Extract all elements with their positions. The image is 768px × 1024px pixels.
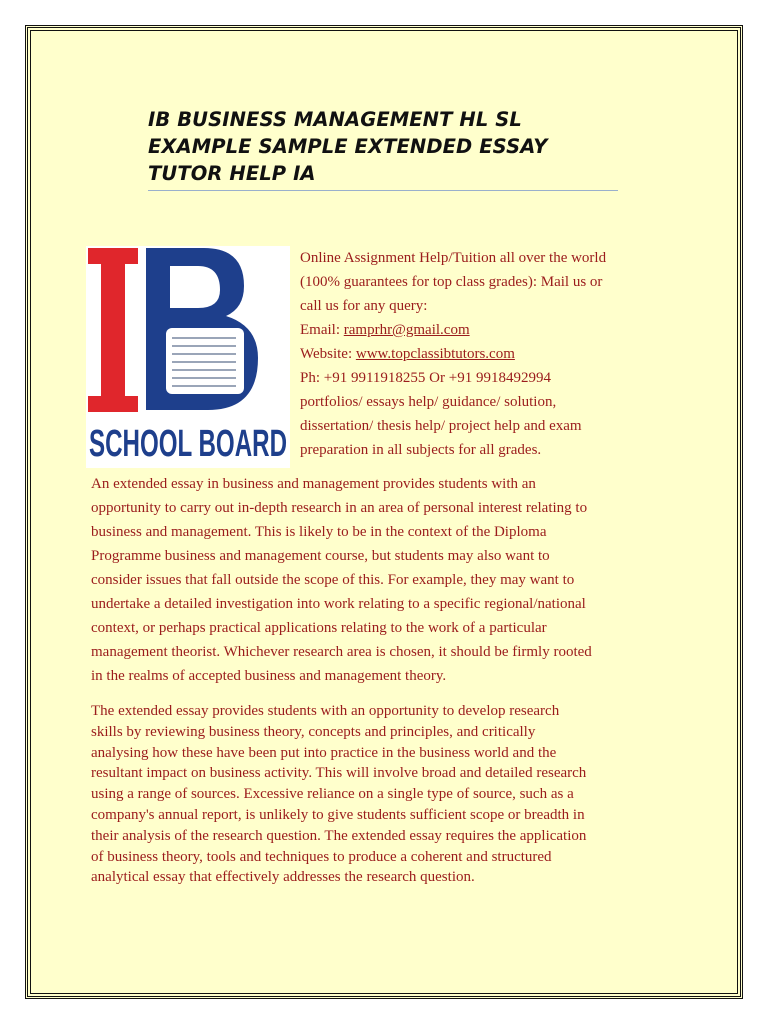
services-line: preparation in all subjects for all grades. [300,442,542,458]
paragraph-line: undertake a detailed investigation into work relating to a specific regional/national [91,596,586,612]
paragraph-line: opportunity to carry out in-depth research in an area of personal interest relating to [91,500,588,516]
document-title [148,106,618,187]
paragraph-line: resultant impact on business activity. This will involve broad and detailed research [91,765,587,782]
paragraph-intro [91,472,691,688]
paragraph-line: their analysis of the research question. The extended essay requires the application [91,827,587,844]
paragraph-line: in the realms of accepted business and management theory. [91,668,447,684]
logo-text: SCHOOL BOARD [89,423,287,465]
website-label: Website: [300,346,356,362]
contact-intro-line: (100% guarantees for top class grades): Mail us or [300,274,603,290]
paragraph-line: The extended essay provides students with an opportunity to develop research [91,703,560,719]
paragraph-skills [91,701,691,888]
title-line: IB BUSINESS MANAGEMENT HL SL [148,108,522,131]
paragraph-line: of business theory, tools and techniques to produce a coherent and structured [91,848,552,865]
paragraph-line: consider issues that fall outside the scope of this. For example, they may want to [91,572,575,588]
email-label: Email: [300,322,344,338]
paragraph-line: business and management. This is likely to be in the context of the Diploma [91,524,547,540]
email-row [300,318,720,342]
paragraph-line: context, or perhaps practical applications relating to the work of a particular [91,620,547,636]
paragraph-line: company's annual report, is unlikely to give students sufficient scope or breadth in [91,806,585,823]
ib-school-board-logo [86,246,290,468]
paragraph-line: analysing how these have been put into practice in the business world and the [91,744,557,761]
paragraph-line: analytical essay that effectively addresses the research question. [91,869,475,886]
paragraph-line: using a range of sources. Excessive reliance on a single type of source, such as a [91,786,574,803]
phone-line: Ph: +91 9911918255 Or +91 9918492994 [300,370,551,386]
services-line: dissertation/ thesis help/ project help and exam [300,418,582,434]
paragraph-line: skills by reviewing business theory, concepts and principles, and critically [91,723,536,740]
title-divider [148,190,618,191]
title-line: EXAMPLE SAMPLE EXTENDED ESSAY [148,135,548,158]
contact-intro-line: call us for any query: [300,298,428,314]
contact-intro-line: Online Assignment Help/Tuition all over the world [300,250,607,266]
paragraph-line: management theorist. Whichever research area is chosen, it should be firmly rooted [91,644,592,660]
paragraph-line: An extended essay in business and management provides students with an [91,476,536,492]
contact-block [300,246,720,462]
website-row [300,342,720,366]
title-line: TUTOR HELP IA [148,162,316,185]
website-link[interactable]: www.topclassibtutors.com [355,346,515,362]
services-line: portfolios/ essays help/ guidance/ solution, [300,394,557,410]
email-link[interactable]: ramprhr@gmail.com [343,322,470,338]
paragraph-line: Programme business and management course, but students may also want to [91,548,550,564]
